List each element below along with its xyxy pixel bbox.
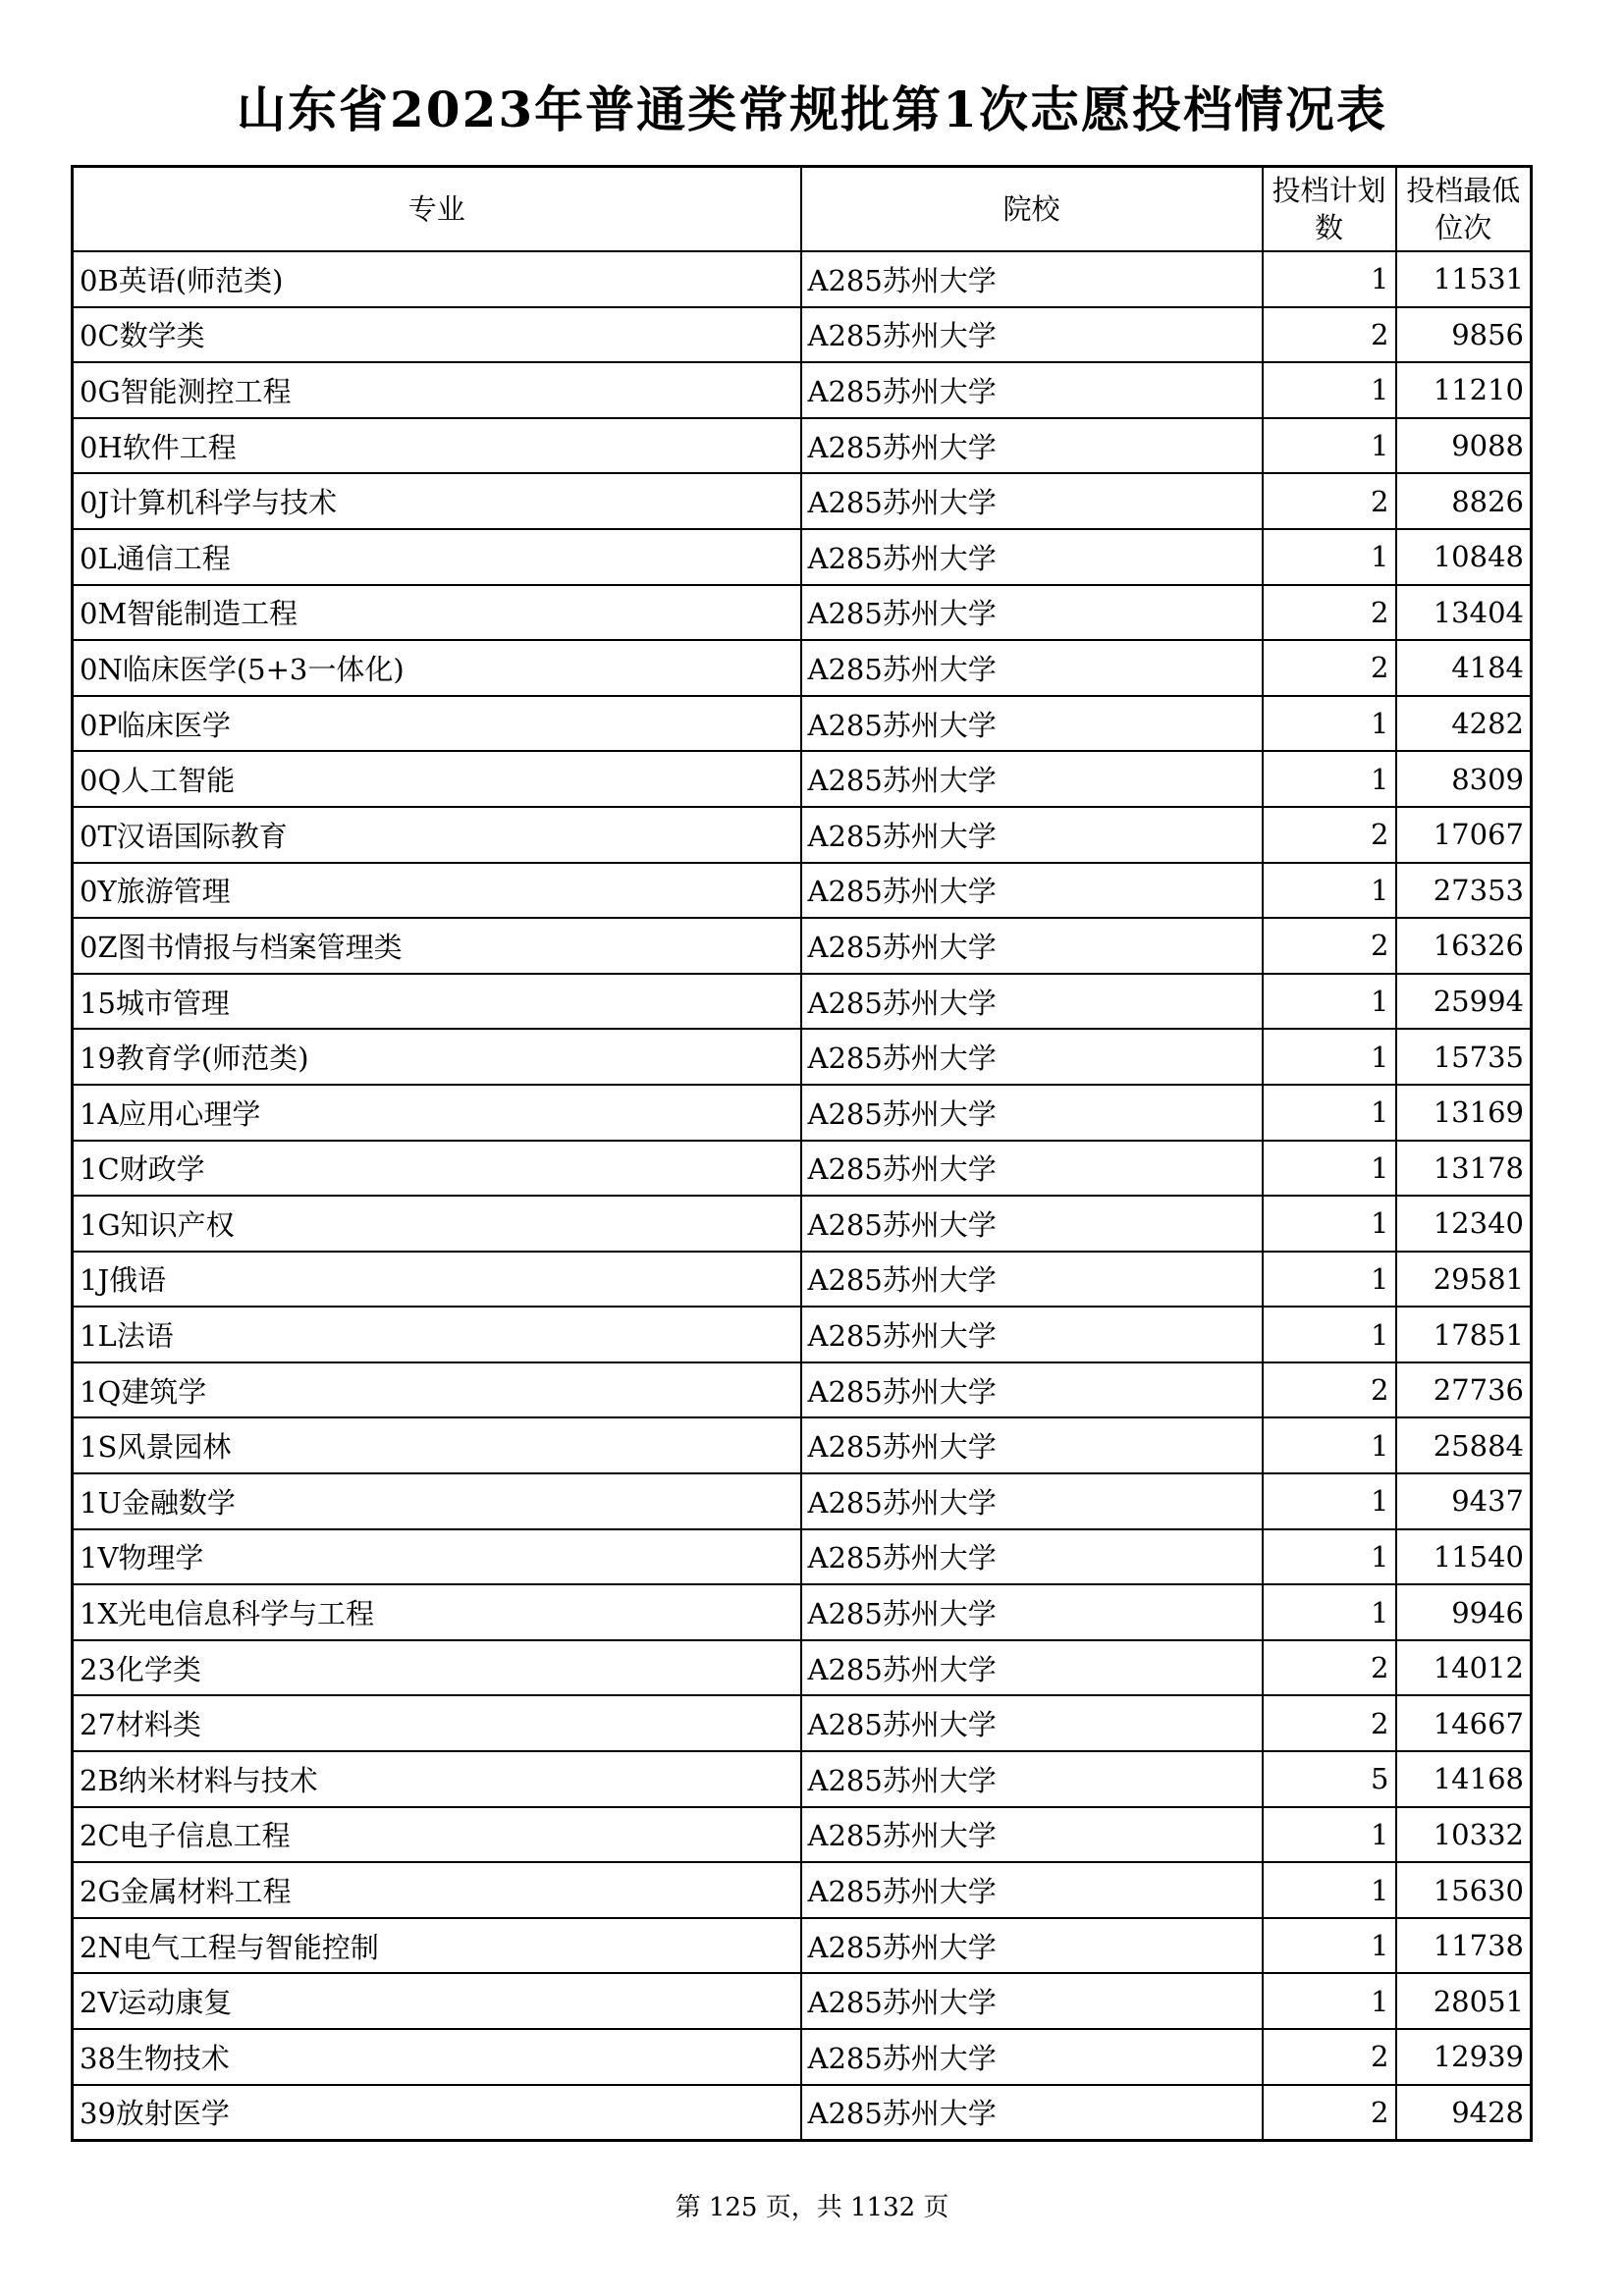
cell-rank: 13404 (1396, 585, 1532, 641)
cell-major: 1C财政学 (73, 1141, 801, 1197)
cell-major: 19教育学(师范类) (73, 1029, 801, 1085)
cell-school: A285苏州大学 (801, 1362, 1263, 1418)
header-row (73, 167, 1532, 252)
cell-major: 2V运动康复 (73, 1973, 801, 2029)
cell-major: 1U金融数学 (73, 1473, 801, 1529)
cell-rank: 17067 (1396, 807, 1532, 863)
cell-rank: 25884 (1396, 1417, 1532, 1473)
cell-school: A285苏州大学 (801, 2029, 1263, 2085)
table-row (73, 1362, 1532, 1418)
cell-plan: 2 (1263, 2029, 1396, 2085)
table-row (73, 1695, 1532, 1751)
cell-plan: 2 (1263, 307, 1396, 363)
cell-school: A285苏州大学 (801, 251, 1263, 307)
cell-school: A285苏州大学 (801, 1141, 1263, 1197)
cell-major: 0J计算机科学与技术 (73, 473, 801, 529)
cell-plan: 2 (1263, 1695, 1396, 1751)
cell-major: 38生物技术 (73, 2029, 801, 2085)
cell-school: A285苏州大学 (801, 1252, 1263, 1308)
cell-major: 2N电气工程与智能控制 (73, 1918, 801, 1974)
table-row (73, 1529, 1532, 1585)
cell-plan: 1 (1263, 529, 1396, 585)
cell-school: A285苏州大学 (801, 696, 1263, 752)
cell-major: 0Q人工智能 (73, 751, 801, 807)
cell-rank: 9088 (1396, 418, 1532, 474)
cell-plan: 1 (1263, 1918, 1396, 1974)
header-rank: 投档最低位次 (1396, 167, 1532, 252)
cell-rank: 27736 (1396, 1362, 1532, 1418)
cell-school: A285苏州大学 (801, 1918, 1263, 1974)
cell-plan: 1 (1263, 1307, 1396, 1362)
cell-major: 0M智能制造工程 (73, 585, 801, 641)
table-row (73, 1918, 1532, 1974)
cell-plan: 1 (1263, 1807, 1396, 1863)
cell-major: 1Q建筑学 (73, 1362, 801, 1418)
table-row (73, 1141, 1532, 1197)
cell-plan: 2 (1263, 918, 1396, 974)
cell-school: A285苏州大学 (801, 1584, 1263, 1640)
cell-school: A285苏州大学 (801, 2085, 1263, 2141)
cell-major: 1J俄语 (73, 1252, 801, 1308)
cell-rank: 11531 (1396, 251, 1532, 307)
cell-plan: 1 (1263, 1417, 1396, 1473)
table-row (73, 1973, 1532, 2029)
cell-rank: 12340 (1396, 1196, 1532, 1252)
cell-major: 0B英语(师范类) (73, 251, 801, 307)
cell-rank: 29581 (1396, 1252, 1532, 1308)
cell-plan: 1 (1263, 1529, 1396, 1585)
cell-plan: 2 (1263, 473, 1396, 529)
table-row (73, 362, 1532, 418)
table-row (73, 863, 1532, 919)
table-row (73, 2029, 1532, 2085)
table-row (73, 585, 1532, 641)
cell-school: A285苏州大学 (801, 1473, 1263, 1529)
cell-school: A285苏州大学 (801, 1695, 1263, 1751)
cell-plan: 1 (1263, 863, 1396, 919)
cell-rank: 8309 (1396, 751, 1532, 807)
cell-school: A285苏州大学 (801, 1529, 1263, 1585)
cell-major: 1S风景园林 (73, 1417, 801, 1473)
table-body (73, 251, 1532, 2141)
cell-rank: 16326 (1396, 918, 1532, 974)
cell-plan: 2 (1263, 1362, 1396, 1418)
table-row (73, 1307, 1532, 1362)
cell-rank: 28051 (1396, 1973, 1532, 2029)
table-row (73, 1252, 1532, 1308)
cell-major: 0H软件工程 (73, 418, 801, 474)
cell-major: 27材料类 (73, 1695, 801, 1751)
table-row (73, 1417, 1532, 1473)
cell-rank: 11738 (1396, 1918, 1532, 1974)
cell-rank: 11540 (1396, 1529, 1532, 1585)
table-row (73, 2085, 1532, 2141)
cell-plan: 2 (1263, 2085, 1396, 2141)
table-row (73, 640, 1532, 696)
cell-rank: 4184 (1396, 640, 1532, 696)
cell-plan: 1 (1263, 418, 1396, 474)
cell-rank: 14667 (1396, 1695, 1532, 1751)
cell-rank: 11210 (1396, 362, 1532, 418)
cell-plan: 1 (1263, 1085, 1396, 1141)
cell-rank: 25994 (1396, 974, 1532, 1030)
cell-plan: 1 (1263, 1141, 1396, 1197)
table-row (73, 307, 1532, 363)
cell-major: 23化学类 (73, 1640, 801, 1696)
table-row (73, 529, 1532, 585)
cell-school: A285苏州大学 (801, 807, 1263, 863)
cell-rank: 9428 (1396, 2085, 1532, 2141)
cell-major: 1X光电信息科学与工程 (73, 1584, 801, 1640)
table-row (73, 1807, 1532, 1863)
table-row (73, 1085, 1532, 1141)
cell-plan: 1 (1263, 696, 1396, 752)
header-school: 院校 (801, 167, 1263, 252)
cell-major: 2G金属材料工程 (73, 1862, 801, 1918)
cell-rank: 14012 (1396, 1640, 1532, 1696)
cell-school: A285苏州大学 (801, 918, 1263, 974)
cell-major: 0P临床医学 (73, 696, 801, 752)
table-row (73, 751, 1532, 807)
table-row (73, 1862, 1532, 1918)
cell-rank: 15630 (1396, 1862, 1532, 1918)
cell-major: 0N临床医学(5+3一体化) (73, 640, 801, 696)
cell-plan: 1 (1263, 1029, 1396, 1085)
cell-school: A285苏州大学 (801, 418, 1263, 474)
cell-school: A285苏州大学 (801, 1862, 1263, 1918)
cell-plan: 2 (1263, 1640, 1396, 1696)
table-row (73, 918, 1532, 974)
cell-rank: 13178 (1396, 1141, 1532, 1197)
cell-major: 1V物理学 (73, 1529, 801, 1585)
cell-school: A285苏州大学 (801, 307, 1263, 363)
cell-rank: 17851 (1396, 1307, 1532, 1362)
cell-school: A285苏州大学 (801, 1751, 1263, 1807)
cell-rank: 14168 (1396, 1751, 1532, 1807)
cell-plan: 1 (1263, 1584, 1396, 1640)
cell-school: A285苏州大学 (801, 1973, 1263, 2029)
table-row (73, 1029, 1532, 1085)
table-row (73, 696, 1532, 752)
cell-major: 0C数学类 (73, 307, 801, 363)
cell-school: A285苏州大学 (801, 1029, 1263, 1085)
cell-school: A285苏州大学 (801, 1417, 1263, 1473)
cell-rank: 10332 (1396, 1807, 1532, 1863)
table-row (73, 418, 1532, 474)
cell-major: 1G知识产权 (73, 1196, 801, 1252)
cell-rank: 10848 (1396, 529, 1532, 585)
cell-major: 0G智能测控工程 (73, 362, 801, 418)
cell-rank: 15735 (1396, 1029, 1532, 1085)
cell-school: A285苏州大学 (801, 362, 1263, 418)
table-row (73, 251, 1532, 307)
table-row (73, 1640, 1532, 1696)
cell-plan: 1 (1263, 1473, 1396, 1529)
cell-plan: 1 (1263, 1862, 1396, 1918)
cell-school: A285苏州大学 (801, 1807, 1263, 1863)
table-row (73, 1751, 1532, 1807)
table-row (73, 1473, 1532, 1529)
cell-plan: 1 (1263, 751, 1396, 807)
table-row (73, 974, 1532, 1030)
cell-school: A285苏州大学 (801, 751, 1263, 807)
table-row (73, 807, 1532, 863)
cell-major: 39放射医学 (73, 2085, 801, 2141)
table-row (73, 1584, 1532, 1640)
cell-plan: 1 (1263, 1252, 1396, 1308)
page-title: 山东省2023年普通类常规批第1次志愿投档情况表 (237, 80, 1387, 138)
cell-plan: 1 (1263, 251, 1396, 307)
cell-school: A285苏州大学 (801, 863, 1263, 919)
cell-school: A285苏州大学 (801, 1640, 1263, 1696)
cell-major: 2C电子信息工程 (73, 1807, 801, 1863)
cell-plan: 1 (1263, 974, 1396, 1030)
cell-major: 0Z图书情报与档案管理类 (73, 918, 801, 974)
cell-school: A285苏州大学 (801, 473, 1263, 529)
cell-major: 0Y旅游管理 (73, 863, 801, 919)
cell-rank: 13169 (1396, 1085, 1532, 1141)
cell-school: A285苏州大学 (801, 1196, 1263, 1252)
cell-rank: 9946 (1396, 1584, 1532, 1640)
cell-plan: 5 (1263, 1751, 1396, 1807)
cell-school: A285苏州大学 (801, 640, 1263, 696)
table-header (73, 167, 1532, 252)
cell-rank: 27353 (1396, 863, 1532, 919)
cell-rank: 4282 (1396, 696, 1532, 752)
cell-rank: 12939 (1396, 2029, 1532, 2085)
cell-major: 1L法语 (73, 1307, 801, 1362)
admission-table (71, 165, 1533, 2142)
cell-major: 0T汉语国际教育 (73, 807, 801, 863)
cell-major: 0L通信工程 (73, 529, 801, 585)
cell-school: A285苏州大学 (801, 529, 1263, 585)
cell-school: A285苏州大学 (801, 585, 1263, 641)
cell-rank: 9856 (1396, 307, 1532, 363)
cell-plan: 1 (1263, 362, 1396, 418)
cell-rank: 8826 (1396, 473, 1532, 529)
cell-school: A285苏州大学 (801, 1307, 1263, 1362)
table-row (73, 1196, 1532, 1252)
cell-rank: 9437 (1396, 1473, 1532, 1529)
cell-plan: 2 (1263, 807, 1396, 863)
cell-major: 2B纳米材料与技术 (73, 1751, 801, 1807)
header-major: 专业 (73, 167, 801, 252)
cell-school: A285苏州大学 (801, 974, 1263, 1030)
cell-plan: 1 (1263, 1973, 1396, 2029)
cell-major: 15城市管理 (73, 974, 801, 1030)
header-plan: 投档计划数 (1263, 167, 1396, 252)
table-row (73, 473, 1532, 529)
cell-plan: 1 (1263, 1196, 1396, 1252)
page-footer: 第 125 页，共 1132 页 (675, 2193, 949, 2222)
cell-plan: 2 (1263, 640, 1396, 696)
cell-major: 1A应用心理学 (73, 1085, 801, 1141)
cell-school: A285苏州大学 (801, 1085, 1263, 1141)
cell-plan: 2 (1263, 585, 1396, 641)
